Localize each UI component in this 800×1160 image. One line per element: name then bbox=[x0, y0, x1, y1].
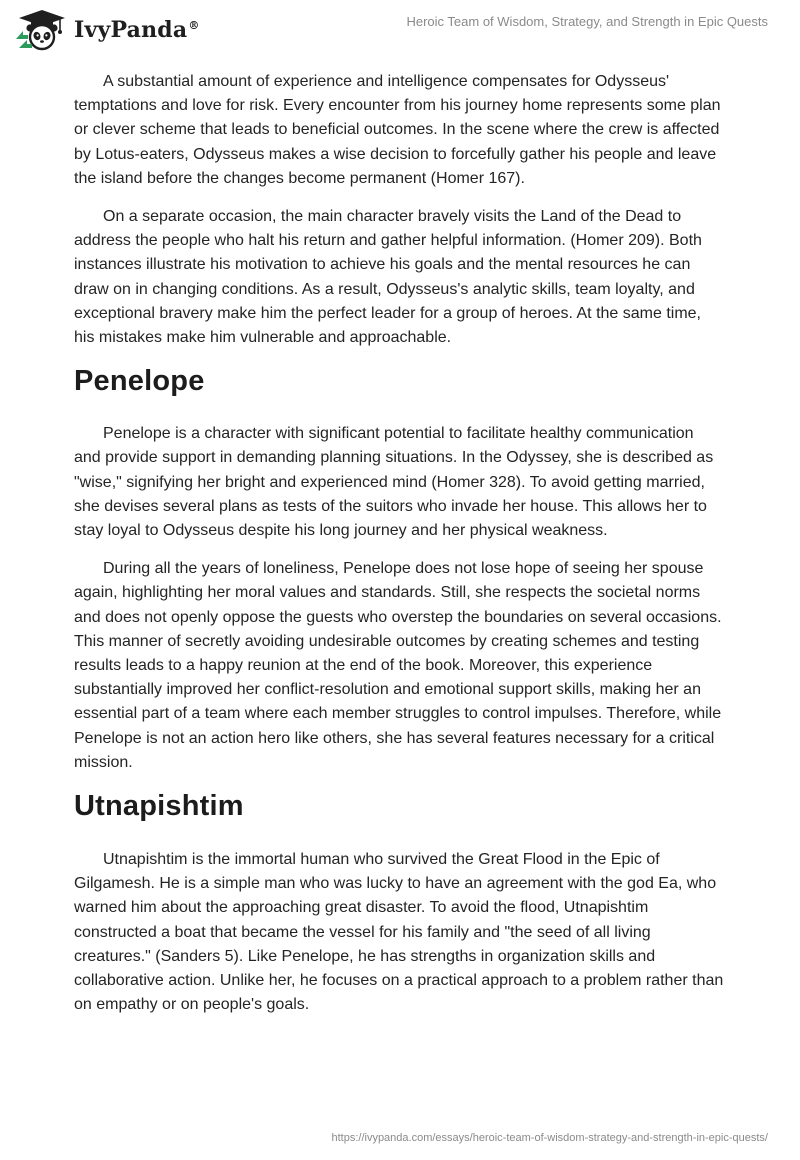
paragraph: During all the years of loneliness, Penelope does not lose hope of seeing her spouse again, highlighting her moral values and standards. Still, she respects the societal norms and does not openly oppose the guests who overstep the boundaries on several occasions. This manner of secretly avoiding undesirable outcomes by creating schemes and testing results leads to a happy reunion at the end of the book. Moreover, this experience substantially improved her conflict-resolution and emotional support skills, making her an essential part of a team where each member struggles to control impulses. Therefore, while Penelope is not an action hero like others, she has several features necessary for a critical mission. bbox=[74, 560, 722, 771]
document-title: Heroic Team of Wisdom, Strategy, and Strength in Epic Quests bbox=[406, 14, 768, 29]
registered-mark: ® bbox=[188, 18, 200, 32]
page-header bbox=[0, 0, 800, 64]
panda-graduate-icon bbox=[16, 9, 68, 51]
logo[interactable] bbox=[16, 9, 200, 51]
paragraph: Utnapishtim is the immortal human who survived the Great Flood in the Epic of Gilgamesh. He is a simple man who was lucky to have an agreement with the god Ea, who warned him about the approaching great disaster. To avoid the flood, Utnapishtim constructed a boat that became the vessel for his family and "the seed of all living creatures." (Sanders 5). Like Penelope, he has strengths in organization skills and collaborative action. Unlike her, he focuses on a practical approach to a problem rather than on empathy or on people's goals. bbox=[74, 851, 724, 1014]
logo-text: IvyPanda® bbox=[74, 17, 200, 43]
source-url[interactable]: https://ivypanda.com/essays/heroic-team-of-wisdom-strategy-and-strength-in-epic-quests/ bbox=[331, 1132, 768, 1144]
section-heading-penelope: Penelope bbox=[74, 365, 205, 398]
paragraph: A substantial amount of experience and intelligence compensates for Odysseus' temptations and love for risk. Every encounter from his journey home represents some plan or clever scheme that leads to beneficial outcomes. In the scene where the crew is affected by Lotus-eaters, Odysseus makes a wise decision to forcefully gather his people and leave the island before the changes become permanent (Homer 167). bbox=[74, 73, 721, 187]
essay-body bbox=[74, 70, 724, 1032]
paragraph: Penelope is a character with significant potential to facilitate healthy communication and provide support in demanding planning situations. In the Odyssey, she is described as "wise," signifying her bright and experienced mind (Homer 328). To avoid getting married, she devises several plans as tests of the suitors who invade her house. This allows her to stay loyal to Odysseus despite his long journey and her physical weakness. bbox=[74, 425, 714, 540]
section-heading-utnapishtim: Utnapishtim bbox=[74, 790, 244, 823]
paragraph: On a separate occasion, the main character bravely visits the Land of the Dead to address the people who halt his return and gather helpful information. (Homer 209). Both instances illustrate his motivation to achieve his goals and the mental resources he can draw on in changing conditions. As a result, Odysseus's analytic skills, team loyalty, and exceptional bravery make him the perfect leader for a group of heroes. At the same time, his mistakes make him vulnerable and approachable. bbox=[74, 208, 702, 347]
